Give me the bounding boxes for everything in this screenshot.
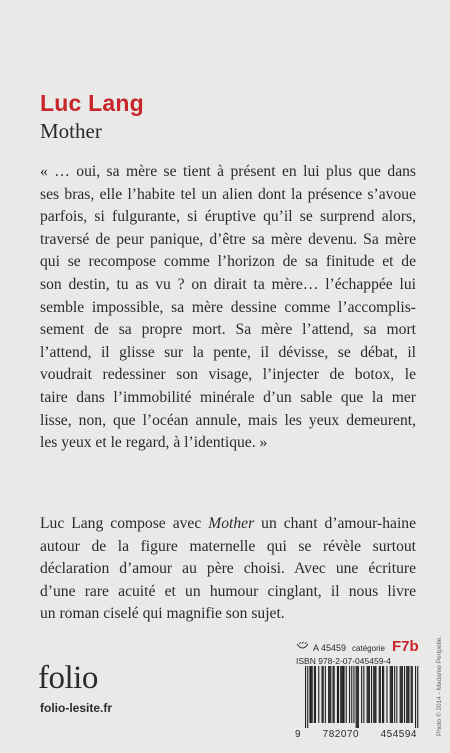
quote-line: sement de sa propre mort. Sa mère l’attend, sa mort xyxy=(40,321,416,339)
barcode-bar xyxy=(379,666,380,723)
barcode-bar xyxy=(342,666,343,723)
barcode-bar xyxy=(369,666,370,723)
barcode-bar xyxy=(382,666,383,723)
barcode-bar xyxy=(353,666,354,723)
barcode-bar xyxy=(334,666,335,723)
barcode-bar xyxy=(325,666,326,723)
category-code: F7b xyxy=(391,638,419,655)
barcode-bar xyxy=(309,666,310,723)
barcode-bar xyxy=(394,666,395,723)
barcode-bar xyxy=(400,666,401,723)
barcode-bar xyxy=(351,666,352,723)
quote-line: traversé de peur panique, d’être sa mère devenu. Sa mère xyxy=(40,230,416,248)
description-line xyxy=(40,513,416,536)
barcode-bar xyxy=(401,666,402,723)
barcode-bar xyxy=(373,666,374,723)
description-line: un roman ciselé qui magnifie son sujet. xyxy=(40,605,285,623)
barcode-digit-group: 454594 xyxy=(380,729,417,740)
barcode-bar xyxy=(402,666,403,723)
barcode-bar xyxy=(380,666,381,723)
description-text: un chant d’amour-haine xyxy=(254,515,416,532)
barcode-bar xyxy=(349,666,350,723)
quote-line: parfois, si fulgurante, si éruptive qu’il se surprend alors, xyxy=(40,208,416,226)
barcode-bar xyxy=(396,666,397,723)
barcode-bar xyxy=(307,666,308,728)
barcode-bar xyxy=(357,666,358,728)
barcode-bar xyxy=(390,666,391,723)
author-name: Luc Lang xyxy=(40,90,144,116)
barcode-bar xyxy=(363,666,364,723)
quote-line: son destin, tu as vu ? on dirait ta mère… l’échappée lui xyxy=(40,275,416,293)
book-description xyxy=(40,513,416,626)
barcode-bar xyxy=(318,666,319,723)
barcode-bar xyxy=(322,666,323,723)
book-title: Mother xyxy=(40,119,102,143)
barcode-bar xyxy=(404,666,405,723)
barcode-bar xyxy=(412,666,413,723)
excerpt-quote xyxy=(40,161,416,455)
barcode-bar xyxy=(305,666,306,728)
barcode-bar xyxy=(315,666,316,723)
barcode-bar xyxy=(383,666,384,723)
barcode-digit-first: 9 xyxy=(295,729,302,740)
barcode-bar xyxy=(333,666,334,723)
quote-line: semble impossible, sa mère dessine comme l’accomplis- xyxy=(40,298,416,316)
barcode-bar xyxy=(311,666,312,723)
barcode-bars xyxy=(303,666,421,728)
barcode-bar xyxy=(386,666,387,723)
barcode-bar xyxy=(375,666,376,723)
barcode-bar xyxy=(392,666,393,723)
description-line: d’une rare acuité et un humour cinglant, il nous livre xyxy=(40,582,416,600)
quote-line: l’attend, il glisse sur la pente, il dévisse, se débat, il xyxy=(40,343,416,361)
barcode-bar xyxy=(415,666,416,728)
quote-line: voudrait redessiner son visage, l’injecter de botox, le xyxy=(40,366,416,384)
barcode-bar xyxy=(367,666,368,723)
barcode-bar xyxy=(368,666,369,723)
quote-line: les yeux et le regard, à l’identique. » xyxy=(40,434,268,452)
catalog-ref: A 45459 xyxy=(313,643,347,653)
barcode-bar xyxy=(337,666,338,723)
barcode-bar xyxy=(329,666,330,723)
barcode-bar xyxy=(328,666,329,723)
description-line: déclaration d’amour au père choisi. Avec une écriture xyxy=(40,560,416,578)
quote-line: taire dans l’immobilité minérale d’un sable que la mer xyxy=(40,388,416,406)
barcode-bar xyxy=(358,666,359,728)
barcode-bar xyxy=(344,666,345,723)
barcode-bar xyxy=(407,666,408,723)
barcode-bar xyxy=(408,666,409,723)
barcode-bar xyxy=(312,666,313,723)
barcode-bar xyxy=(323,666,324,723)
quote-line: lisse, non, que l’océan annule, mais les yeux demeurent, xyxy=(40,411,416,429)
barcode-bar xyxy=(411,666,412,723)
quote-line: « … oui, sa mère se tient à présent en lui plus que dans xyxy=(40,163,416,180)
bowl-icon xyxy=(296,641,309,651)
barcode-bar xyxy=(371,666,372,723)
barcode-digits xyxy=(295,729,417,740)
barcode-bar xyxy=(341,666,342,723)
title-italic: Mother xyxy=(208,515,255,532)
barcode-bar xyxy=(391,666,392,723)
barcode xyxy=(295,666,421,740)
barcode-bar xyxy=(314,666,315,723)
isbn: ISBN 978-2-07-045459-4 xyxy=(296,656,391,666)
barcode-bar xyxy=(374,666,375,723)
barcode-bar xyxy=(356,666,357,728)
photo-credit: Photo © 2014 - Madame Peripetie. xyxy=(436,635,443,736)
description-text: Luc Lang compose avec xyxy=(40,515,209,532)
barcode-bar xyxy=(338,666,339,723)
quote-line: qui se recompose comme l’horizon de sa finitude et de xyxy=(40,253,416,271)
barcode-bar xyxy=(340,666,341,723)
description-line: autour de la figure maternelle qui se révèle surtout xyxy=(40,537,416,555)
barcode-digit-group: 782070 xyxy=(322,729,360,740)
barcode-bar xyxy=(346,666,347,723)
barcode-bar xyxy=(417,666,418,728)
publisher-website: folio-lesite.fr xyxy=(40,701,113,715)
category-label: catégorie xyxy=(352,644,385,653)
catalog-info xyxy=(296,638,419,666)
barcode-bar xyxy=(361,666,362,723)
barcode-bar xyxy=(330,666,331,723)
quote-line: ses bras, elle l’habite tel un alien dont la présence s’avoue xyxy=(40,185,416,203)
catalog-row xyxy=(296,638,419,655)
barcode-bar xyxy=(406,666,407,723)
publisher-logo: folio xyxy=(38,660,98,696)
